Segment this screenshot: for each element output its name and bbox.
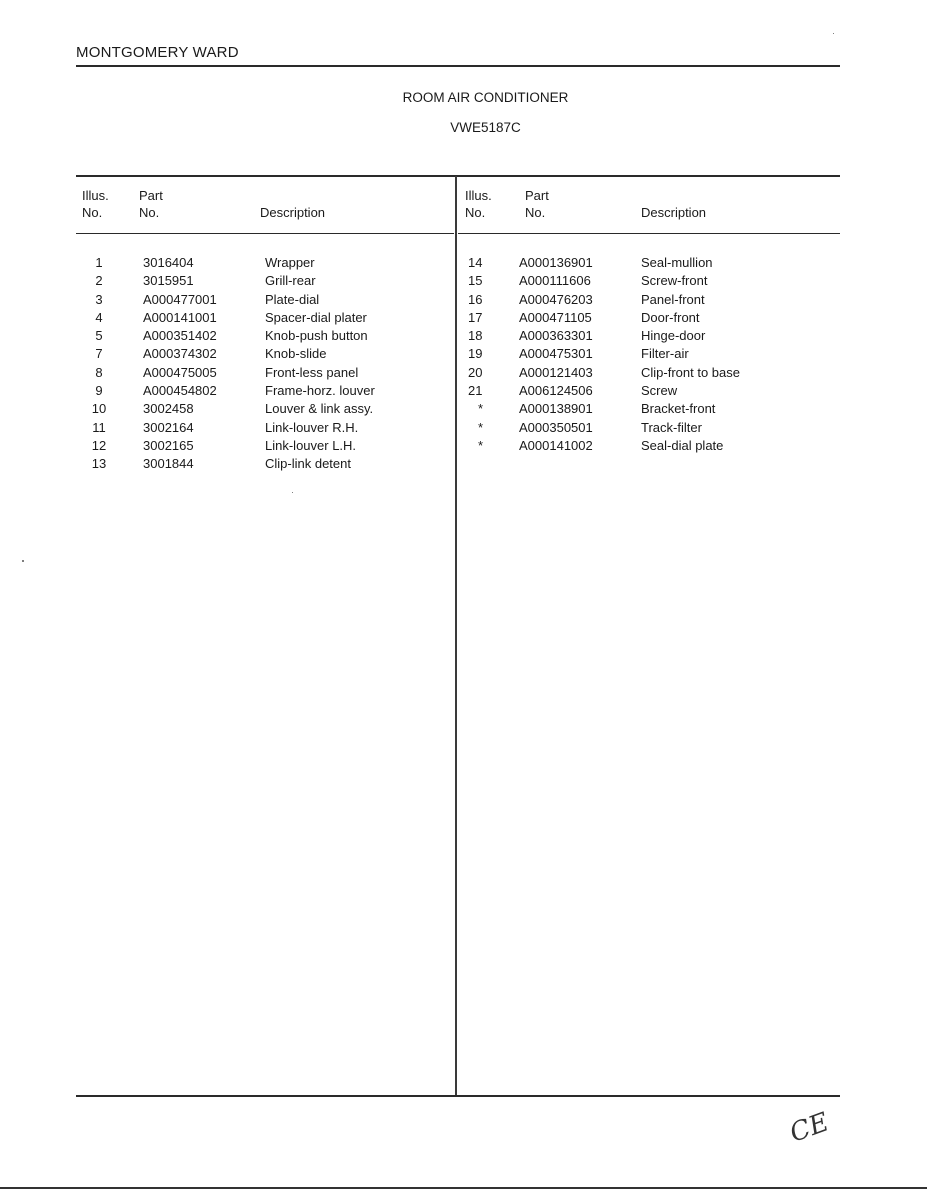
right-illus-header: Illus. No. — [465, 188, 492, 220]
header-rule — [76, 65, 840, 67]
handwritten-initials: CE — [786, 1107, 833, 1149]
document-title: ROOM AIR CONDITIONER — [402, 90, 569, 105]
left-part-header: Part No. — [139, 188, 163, 220]
scan-speck — [22, 560, 24, 562]
right-part-header: Part No. — [525, 188, 549, 220]
column-divider — [455, 176, 457, 1096]
left-illus-header: Illus. No. — [82, 188, 109, 220]
right-header-rule — [458, 233, 840, 234]
scan-speck — [292, 492, 293, 493]
table-bottom-rule — [76, 1095, 840, 1097]
model-number: VWE5187C — [450, 120, 521, 135]
left-description-header: Description — [260, 205, 326, 220]
brand-name: MONTGOMERY WARD — [76, 44, 239, 61]
left-header-rule — [76, 233, 454, 234]
table-top-rule — [76, 175, 840, 177]
page-edge-rule — [0, 1187, 927, 1189]
right-description-header: Description — [641, 205, 707, 220]
scan-speck — [833, 33, 834, 34]
